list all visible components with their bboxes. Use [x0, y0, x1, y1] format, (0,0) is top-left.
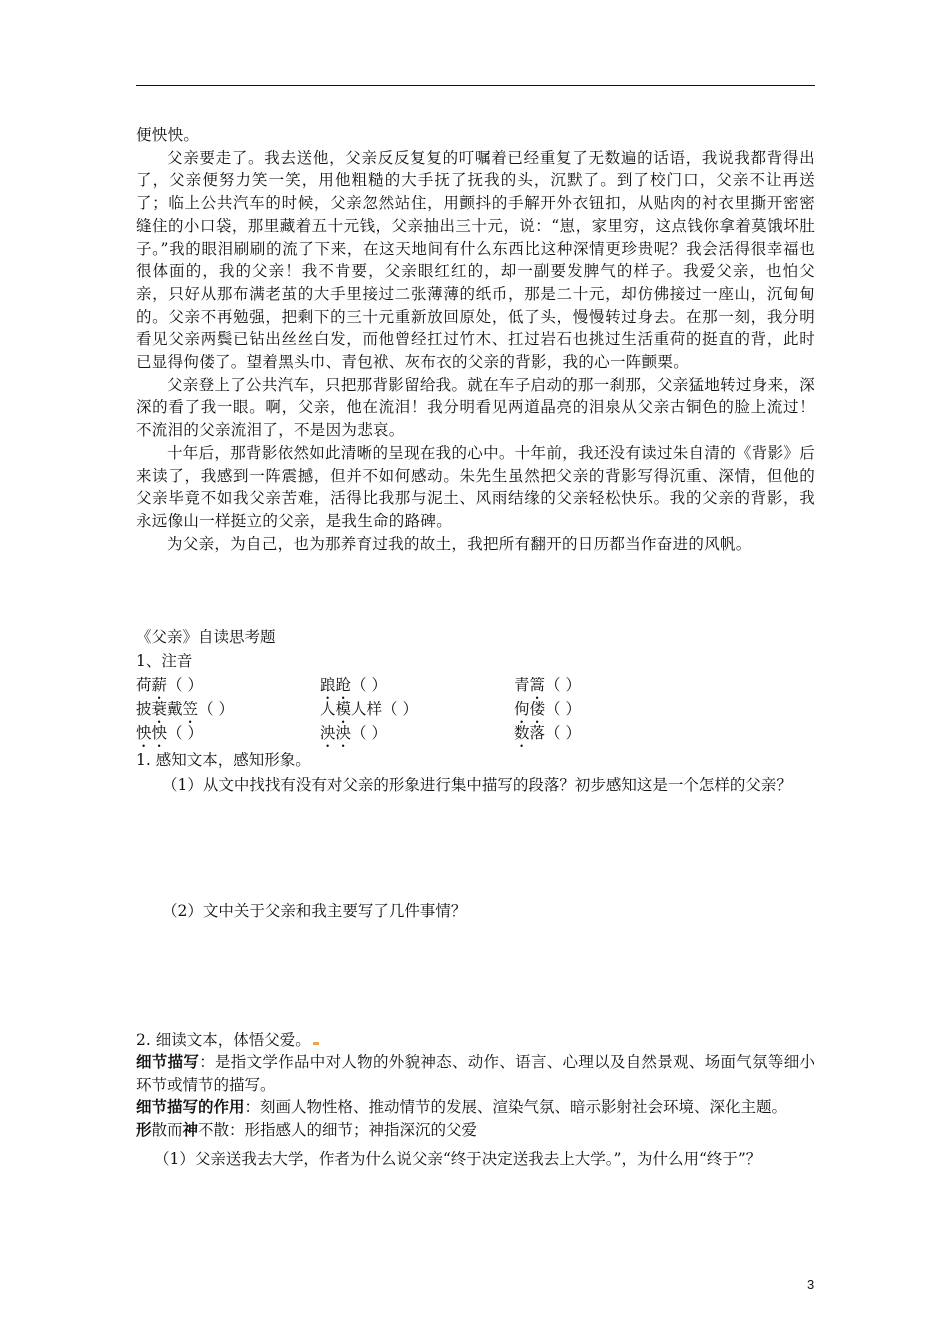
passage — [136, 124, 815, 555]
pronunciation-row-1 — [136, 673, 816, 695]
pronunciation-item: 怏怏（ ） — [136, 724, 203, 742]
pronunciation-item: 荷薪（ ） — [136, 676, 203, 694]
definition-3: 形散而神不散：形指感人的细节；神指深沉的父爱 — [136, 1119, 478, 1139]
pronunciation-item: 数落（ ） — [514, 724, 581, 742]
question-2-sub-1: （1）父亲送我去大学，作者为什么说父亲“终于决定送我去上大学。”，为什么用“终于”？ — [154, 1150, 762, 1168]
passage-paragraph-0: 便怏怏。 — [136, 126, 200, 144]
highlight-mark — [313, 1042, 319, 1045]
question-1-main: 1. 感知文本，感知形象。 — [136, 751, 311, 769]
pronunciation-item: 青篙（ ） — [514, 676, 581, 694]
pronunciation-item: 踉跄（ ） — [320, 676, 387, 694]
definitions — [136, 1051, 815, 1141]
passage-paragraph-1: 父亲要走了。我去送他，父亲反反复复的叮嘱着已经重复了无数遍的话语，我说我都背得出了，父亲便努力笑一笑，用他粗糙的大手抚了抚我的头，沉默了。到了校门口，父亲不让再送了；临上公共汽车的时候，父亲忽然站住，用颤抖的手解开外衣钮扣，从贴肉的衬衣里撕开密密缝住的小口袋，那里藏着五十元钱，父亲抽出三十元，说：“崽，家里穷，这点钱你拿着莫饿坏肚子。”我的眼泪刷刷的流了下来，在这天地间有什么东西比这种深情更珍贵呢？我会活得很幸福也很体面的，我的父亲！我不肯要，父亲眼红红的，却一副要发脾气的样子。我爱父亲，也怕父亲，只好从那布满老茧的大手里接过二张薄薄的纸币，那是二十元，却仿佛接过一座山，沉甸甸的。父亲不再勉强，把剩下的三十元重新放回原处，低了头，慢慢转过身去。在那一刻，我分明看见父亲两鬓已钻出丝丝白发，而他曾经扛过竹木、扛过岩石也挑过生活重荷的挺直的背，此时已显得佝偻了。望着黑头巾、青包袱、灰布衣的父亲的背影，我的心一阵颤栗。 — [136, 148, 815, 372]
questions-title: 《父亲》自读思考题 — [136, 628, 276, 646]
pronunciation-row-2 — [136, 697, 816, 719]
pronunciation-item: 披蓑戴笠（ ） — [136, 700, 234, 718]
passage-paragraph-4: 为父亲，为自己，也为那养育过我的故土，我把所有翻开的日历都当作奋进的风帆。 — [167, 534, 752, 553]
question-1-sub-2: （2）文中关于父亲和我主要写了几件事情？ — [162, 902, 467, 920]
question-1-label: 1、注音 — [136, 652, 193, 670]
pronunciation-item: 佝偻（ ） — [514, 700, 581, 718]
pronunciation-item: 人模人样（ ） — [320, 700, 418, 718]
header-rule — [136, 85, 815, 86]
passage-paragraph-3: 十年后，那背影依然如此清晰的呈现在我的心中。十年前，我还没有读过朱自清的《背影》后来读了，我感到一阵震撼，但并不如何感动。朱先生虽然把父亲的背影写得沉重、深情，但他的父亲毕竟不如我父亲苦难，活得比我那与泥土、风雨结缘的父亲轻松快乐。我的父亲的背影，我永远像山一样挺立的父亲，是我生命的路碑。 — [136, 443, 815, 530]
passage-paragraph-2: 父亲登上了公共汽车，只把那背影留给我。就在车子启动的那一刹那，父亲猛地转过身来，深深的看了我一眼。啊，父亲，他在流泪！我分明看见两道晶亮的泪泉从父亲古铜色的脸上流过！不流泪的父亲流泪了，不是因为悲哀。 — [136, 375, 815, 440]
pronunciation-item: 泱泱（ ） — [320, 724, 387, 742]
pronunciation-row-3 — [136, 721, 816, 743]
definition-1: 细节描写：是指文学作品中对人物的外貌神态、动作、语言、心理以及自然景观、场面气氛等细小环节或情节的描写。 — [136, 1052, 815, 1094]
page-number: 3 — [807, 1277, 815, 1292]
question-1-sub-1: （1）从文中找找有没有对父亲的形象进行集中描写的段落？初步感知这是一个怎样的父亲？ — [162, 776, 792, 794]
definition-2: 细节描写的作用：刻画人物性格、推动情节的发展、渲染气氛、暗示影射社会环境、深化主题。 — [136, 1097, 788, 1116]
question-2-main: 2. 细读文本，体悟父爱。 — [136, 1029, 319, 1051]
